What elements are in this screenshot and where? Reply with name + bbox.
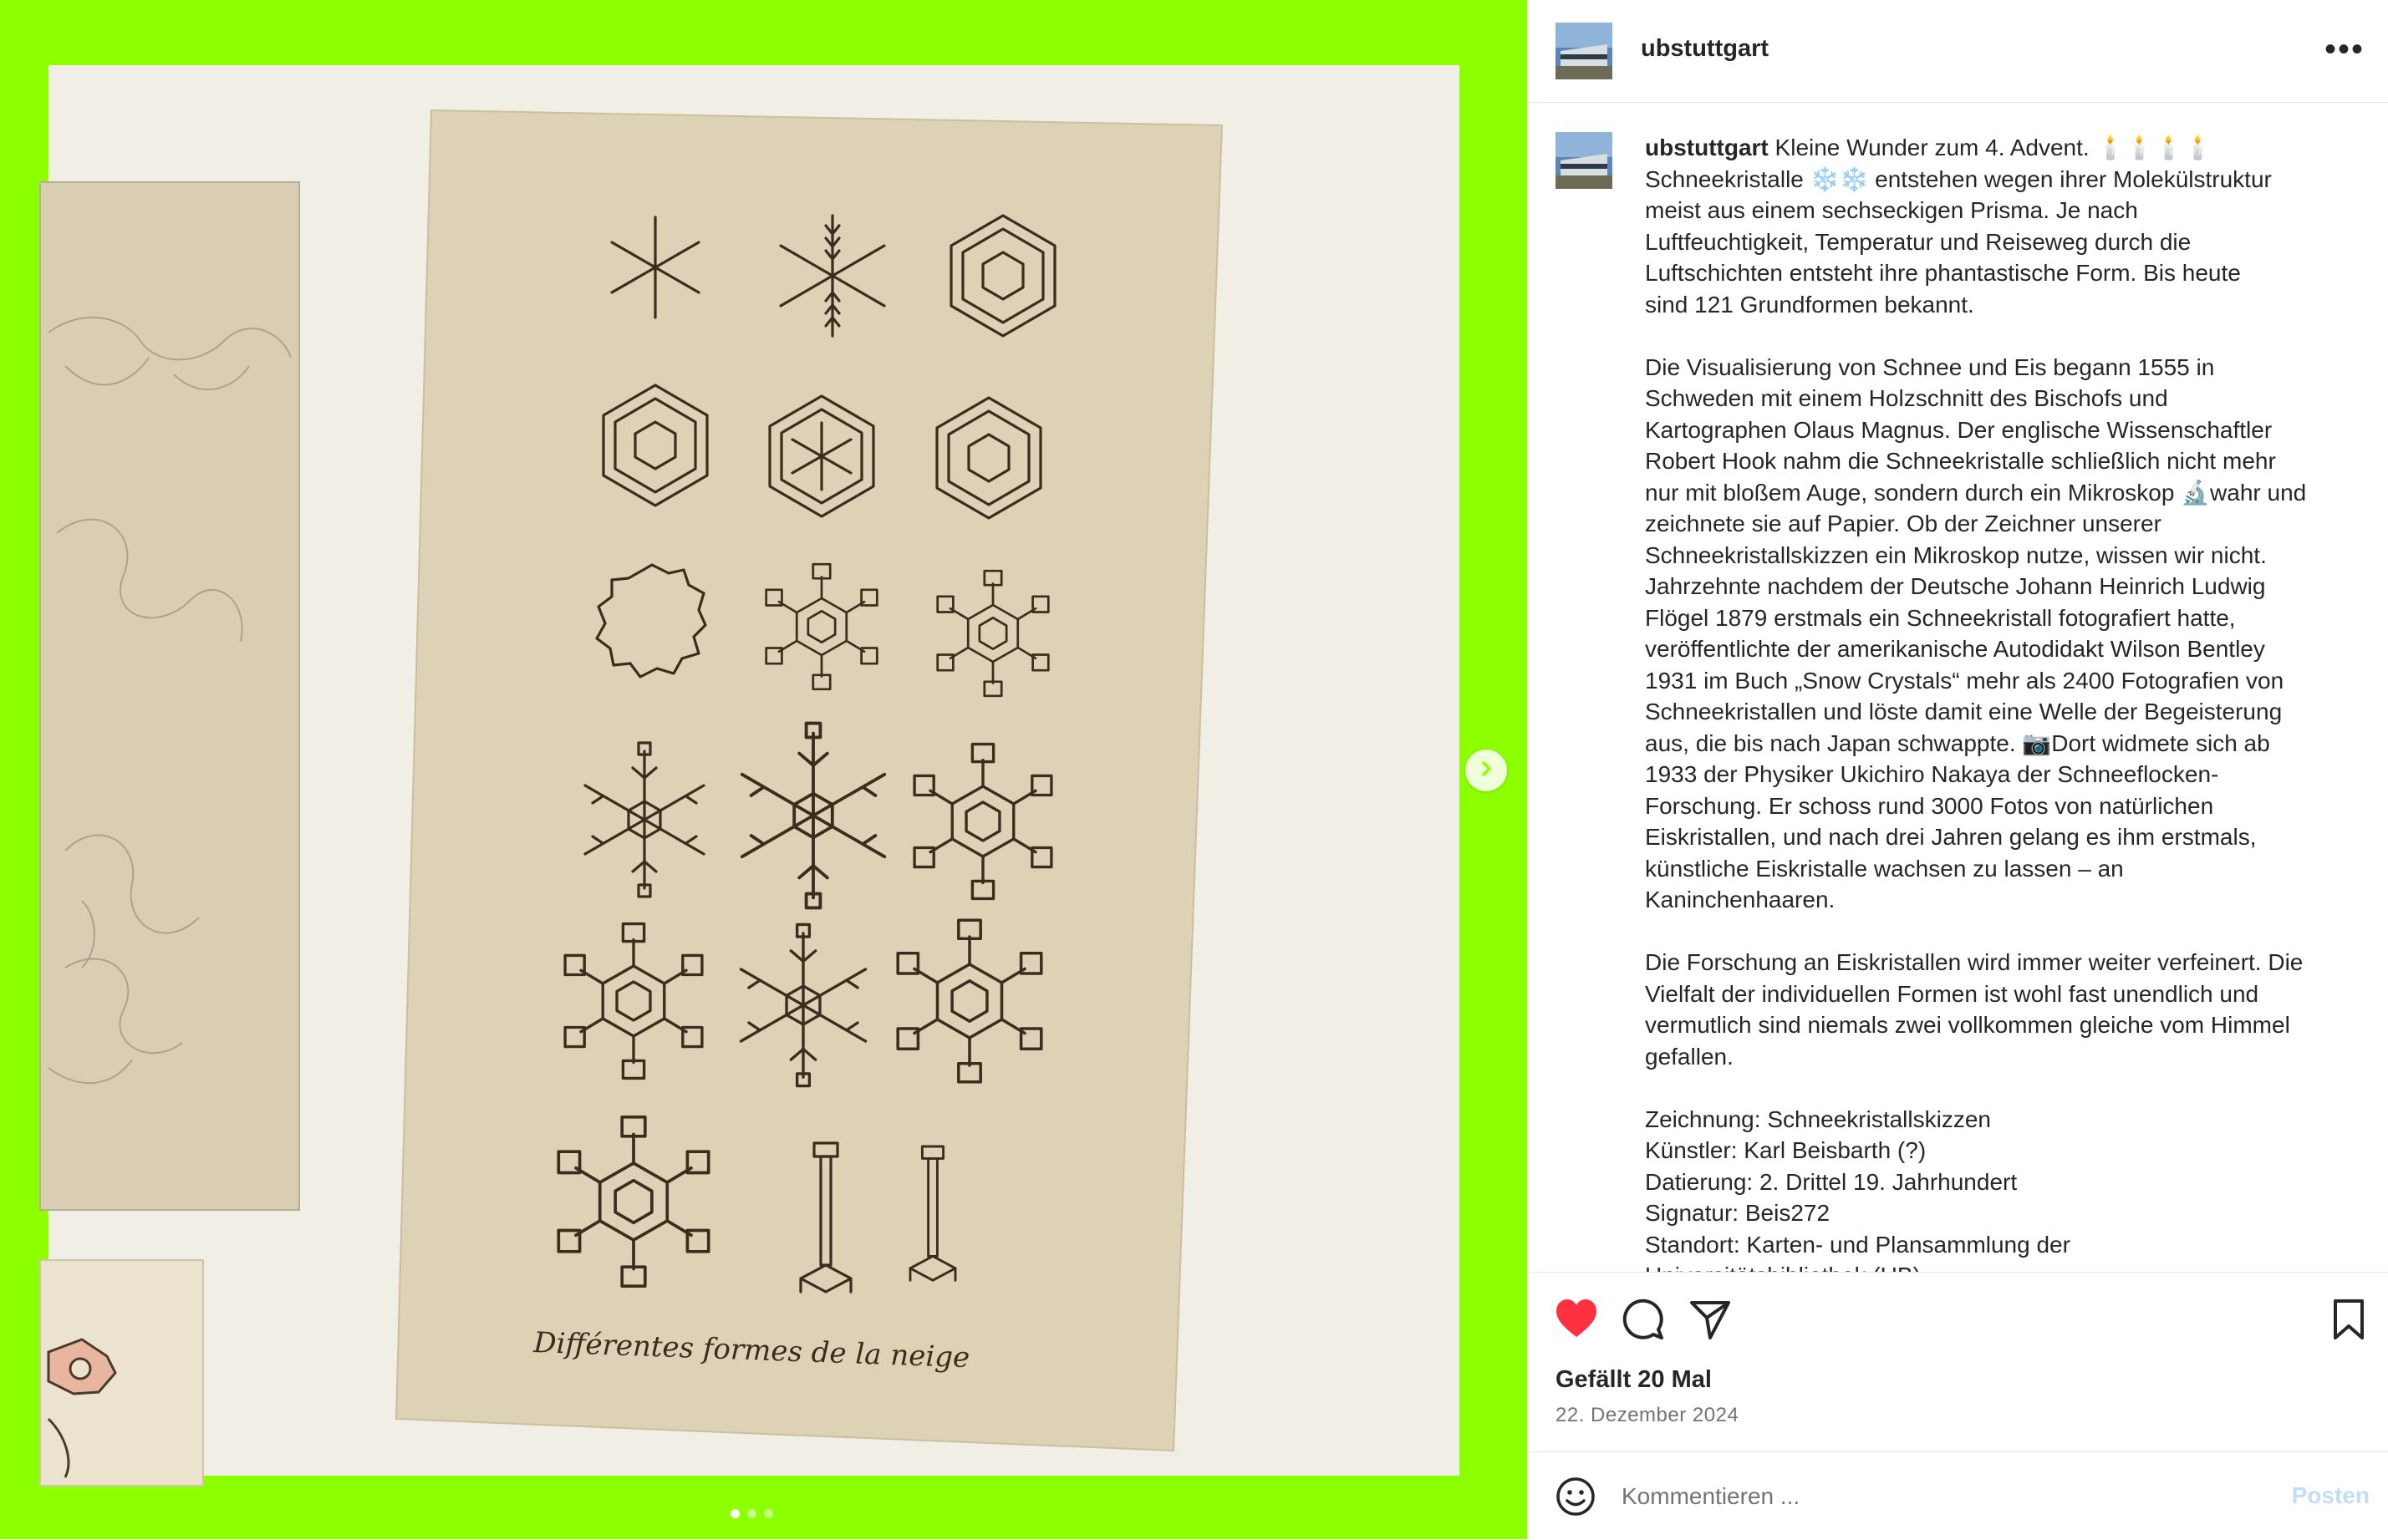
post-caption <box>1645 132 2364 1292</box>
caption-username[interactable]: ubstuttgart <box>1645 135 1769 160</box>
post-actions <box>1528 1272 2388 1452</box>
post-header <box>1528 0 2388 103</box>
caption-text: Kleine Wunder zum 4. Advent. 🕯️🕯️🕯️🕯️ Schneekristalle ❄️❄️ entstehen wegen ihrer Molekülstruktur meist aus einem sechseckigen Prisma. Je nach Luftfeuchtigkeit, Temperatur und Reiseweg durch die Luftschichten entsteht ihre phantastische Form. Bis heute sind 121 Grundformen bekannt. Die Visualisierung von Schnee und Eis begann 1555 in Schweden mit einem Holzschnitt des Bischofs und Kartographen Olaus Magnus. Der englische Wissenschaftler Robert Hook nahm die Schneekristalle schließlich nicht mehr nur mit bloßem Auge, sondern durch ein Mikroskop 🔬wahr und zeichnete sie auf Papier. Ob der Zeichner unserer Schneekristallskizzen ein Mikroskop nutze, wissen wir nicht. Jahrzehnte nachdem der Deutsche Johann Heinrich Ludwig Flögel 1879 erstmals ein Schneekristall fotografiert hatte, veröffentlichte der amerikanische Autodidakt Wilson Bentley 1931 im Buch „Snow Crystals“ mehr als 2400 Fotografien von Schneekristallen und löste damit eine Welle der Begeisterung aus, die bis nach Japan schwappte. 📷Dort widmete sich ab 1933 der Physiker Ukichiro Nakaya der Schneeflocken- Forschung. Er schoss rund 3000 Fotos von natürlichen Eiskristallen, und nach drei Jahren gelang es ihm erstmals, künstliche Eiskristalle wachsen zu lassen – an Kaninchenhaaren. Die Forschung an Eiskristallen wird immer weiter verfeinert. Die Vielfalt der individuellen Formen ist wohl fast unendlich und vermutlich sind niemals zwei vollkommen gleiche vom Himmel gefallen. Zeichnung: Schneekristallskizzen Künstler: Karl Beisbarth (?) Datierung: 2. Drittel 19. Jahrhundert Signatur: Beis272 Standort: Karten- und Plansammlung der <box>1645 135 2307 1258</box>
caption-section <box>1528 102 2388 1272</box>
post-date: 22. Dezember 2024 <box>1556 1404 1739 1426</box>
next-image-button[interactable] <box>1465 750 1507 791</box>
carousel-indicator <box>731 1509 773 1518</box>
comment-bar <box>1528 1451 2388 1540</box>
post-author-username[interactable]: ubstuttgart <box>1641 35 1769 62</box>
avatar[interactable] <box>1556 23 1612 79</box>
comment-icon[interactable] <box>1620 1296 1667 1343</box>
bookmark-icon[interactable] <box>2325 1296 2372 1343</box>
carousel-dot <box>731 1509 740 1518</box>
comment-input[interactable] <box>1620 1475 2233 1518</box>
chevron-right-icon <box>1477 760 1495 782</box>
more-options-icon[interactable]: ••• <box>2324 31 2365 68</box>
post-image <box>48 65 1459 1476</box>
avatar[interactable] <box>1556 132 1612 189</box>
carousel-dot <box>747 1509 756 1518</box>
handwritten-caption: Différentes formes de la neige <box>532 1326 970 1375</box>
carousel-dot <box>764 1509 773 1518</box>
post-panel <box>1527 0 2388 1539</box>
heart-icon[interactable] <box>1553 1296 1600 1343</box>
emoji-icon[interactable] <box>1554 1475 1597 1518</box>
post-comment-button[interactable]: Posten <box>2291 1482 2370 1508</box>
share-icon[interactable] <box>1687 1296 1734 1343</box>
like-count[interactable]: Gefällt 20 Mal <box>1556 1366 1712 1393</box>
